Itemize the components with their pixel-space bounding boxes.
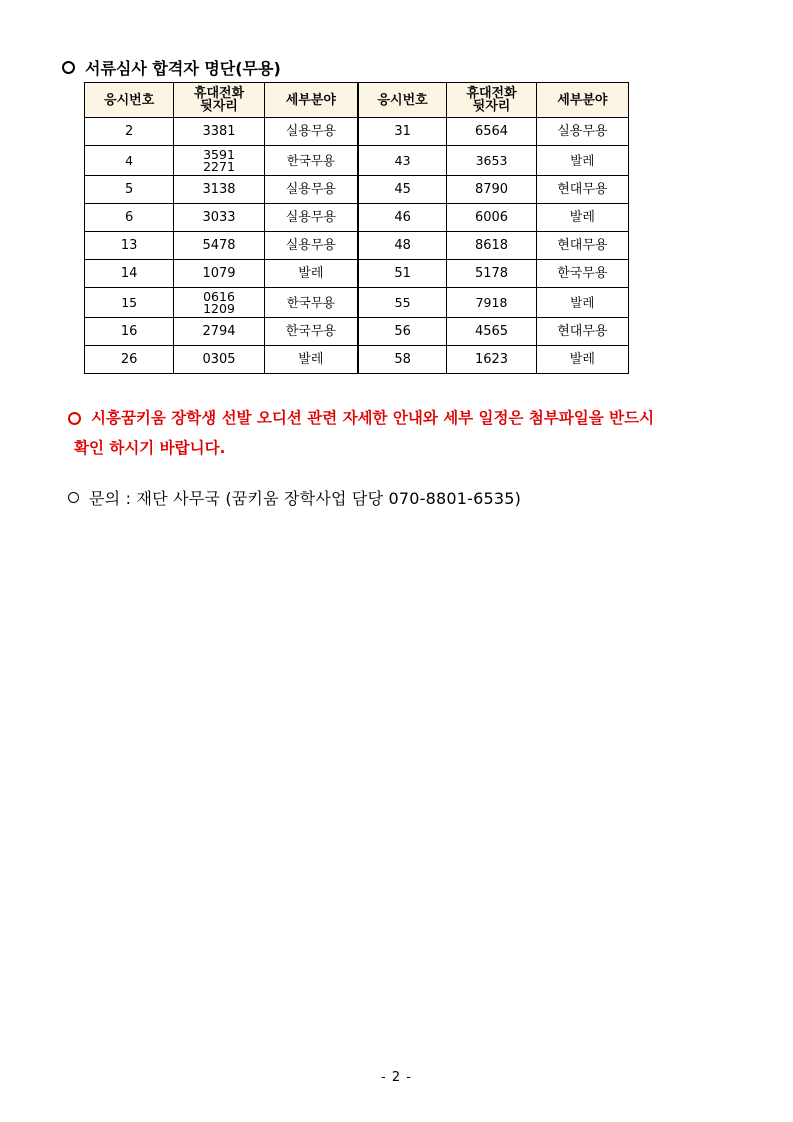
- exam-number-cell: 2: [85, 118, 174, 146]
- table-row: [85, 176, 629, 204]
- table-body: [85, 118, 629, 374]
- section-heading-text: 서류심사 합격자 명단(무용): [85, 59, 281, 78]
- phone-line: 3591: [203, 146, 235, 162]
- phone-cell: 1623: [447, 346, 536, 374]
- table-row: [85, 318, 629, 346]
- exam-number-cell: 15: [85, 288, 174, 318]
- phone-cell: 5478: [174, 232, 264, 260]
- exam-number-cell: 5: [85, 176, 174, 204]
- exam-number-cell: 55: [358, 288, 447, 318]
- table-row: [85, 288, 629, 318]
- table-row: [85, 346, 629, 374]
- contact-text: 문의 : 재단 사무국 (꿈키움 장학사업 담당 070-8801-6535): [89, 489, 522, 508]
- table-row: [85, 204, 629, 232]
- exam-number-cell: 43: [358, 146, 447, 176]
- phone-cell: 3653: [447, 146, 536, 176]
- circle-bullet-icon: [68, 412, 81, 425]
- field-cell: 실용무용: [536, 118, 628, 146]
- field-cell: 현대무용: [536, 176, 628, 204]
- circle-bullet-icon: [68, 492, 79, 503]
- header-exam-number: 응시번호: [358, 83, 447, 118]
- field-cell: 한국무용: [264, 318, 358, 346]
- results-table: [84, 82, 629, 374]
- header-phone: [447, 83, 536, 118]
- table-row: [85, 232, 629, 260]
- phone-cell: 8790: [447, 176, 536, 204]
- phone-line: 0616: [203, 288, 235, 304]
- field-cell: 실용무용: [264, 204, 358, 232]
- header-field: 세부분야: [536, 83, 628, 118]
- header-phone-line2: 뒷자리: [200, 99, 238, 114]
- phone-line: 2271: [203, 158, 235, 174]
- field-cell: 한국무용: [536, 260, 628, 288]
- section-heading: [62, 56, 281, 79]
- phone-cell: 5178: [447, 260, 536, 288]
- exam-number-cell: 26: [85, 346, 174, 374]
- field-cell: 발레: [536, 346, 628, 374]
- phone-cell: 1079: [174, 260, 264, 288]
- notice-text-1: 시흥꿈키움 장학생 선발 오디션 관련 자세한 안내와 세부 일정은 첨부파일을 반드시: [91, 409, 655, 427]
- phone-cell: 4565: [447, 318, 536, 346]
- field-cell: 발레: [536, 204, 628, 232]
- phone-cell: 8618: [447, 232, 536, 260]
- notice-text-2: 확인 하시기 바랍니다.: [74, 439, 226, 457]
- exam-number-cell: 16: [85, 318, 174, 346]
- table-row: [85, 118, 629, 146]
- notice-line-1: [68, 403, 748, 433]
- exam-number-cell: 58: [358, 346, 447, 374]
- header-phone-line2: 뒷자리: [472, 99, 511, 114]
- exam-number-cell: 45: [358, 176, 447, 204]
- field-cell: 실용무용: [264, 176, 358, 204]
- field-cell: 한국무용: [264, 288, 358, 318]
- phone-cell: [174, 146, 264, 176]
- field-cell: 발레: [264, 260, 358, 288]
- header-phone-line1: 휴대전화: [193, 86, 245, 101]
- header-field: 세부분야: [264, 83, 358, 118]
- phone-cell: 7918: [447, 288, 536, 318]
- exam-number-cell: 14: [85, 260, 174, 288]
- exam-number-cell: 46: [358, 204, 447, 232]
- exam-number-cell: 51: [358, 260, 447, 288]
- exam-number-cell: 56: [358, 318, 447, 346]
- phone-cell: [174, 288, 264, 318]
- field-cell: 현대무용: [536, 318, 628, 346]
- field-cell: 한국무용: [264, 146, 358, 176]
- exam-number-cell: 4: [85, 146, 174, 176]
- phone-cell: 2794: [174, 318, 264, 346]
- phone-cell: 3138: [174, 176, 264, 204]
- notice-block: [68, 403, 748, 463]
- exam-number-cell: 48: [358, 232, 447, 260]
- phone-cell: 6564: [447, 118, 536, 146]
- field-cell: 실용무용: [264, 118, 358, 146]
- field-cell: 현대무용: [536, 232, 628, 260]
- header-phone-line1: 휴대전화: [466, 86, 517, 101]
- phone-cell: 6006: [447, 204, 536, 232]
- table-row: [85, 146, 629, 176]
- field-cell: 발레: [536, 288, 628, 318]
- header-phone: [174, 83, 264, 118]
- field-cell: 실용무용: [264, 232, 358, 260]
- contact-line: [68, 486, 521, 509]
- table-header-row: [85, 83, 629, 118]
- phone-cell: 3033: [174, 204, 264, 232]
- field-cell: 발레: [536, 146, 628, 176]
- circle-bullet-icon: [62, 61, 75, 74]
- header-exam-number: 응시번호: [85, 83, 174, 118]
- phone-line: 1209: [203, 300, 235, 316]
- phone-cell: 3381: [174, 118, 264, 146]
- phone-cell: 0305: [174, 346, 264, 374]
- exam-number-cell: 31: [358, 118, 447, 146]
- field-cell: 발레: [264, 346, 358, 374]
- exam-number-cell: 13: [85, 232, 174, 260]
- page-number: - 2 -: [381, 1070, 412, 1085]
- table-row: [85, 260, 629, 288]
- exam-number-cell: 6: [85, 204, 174, 232]
